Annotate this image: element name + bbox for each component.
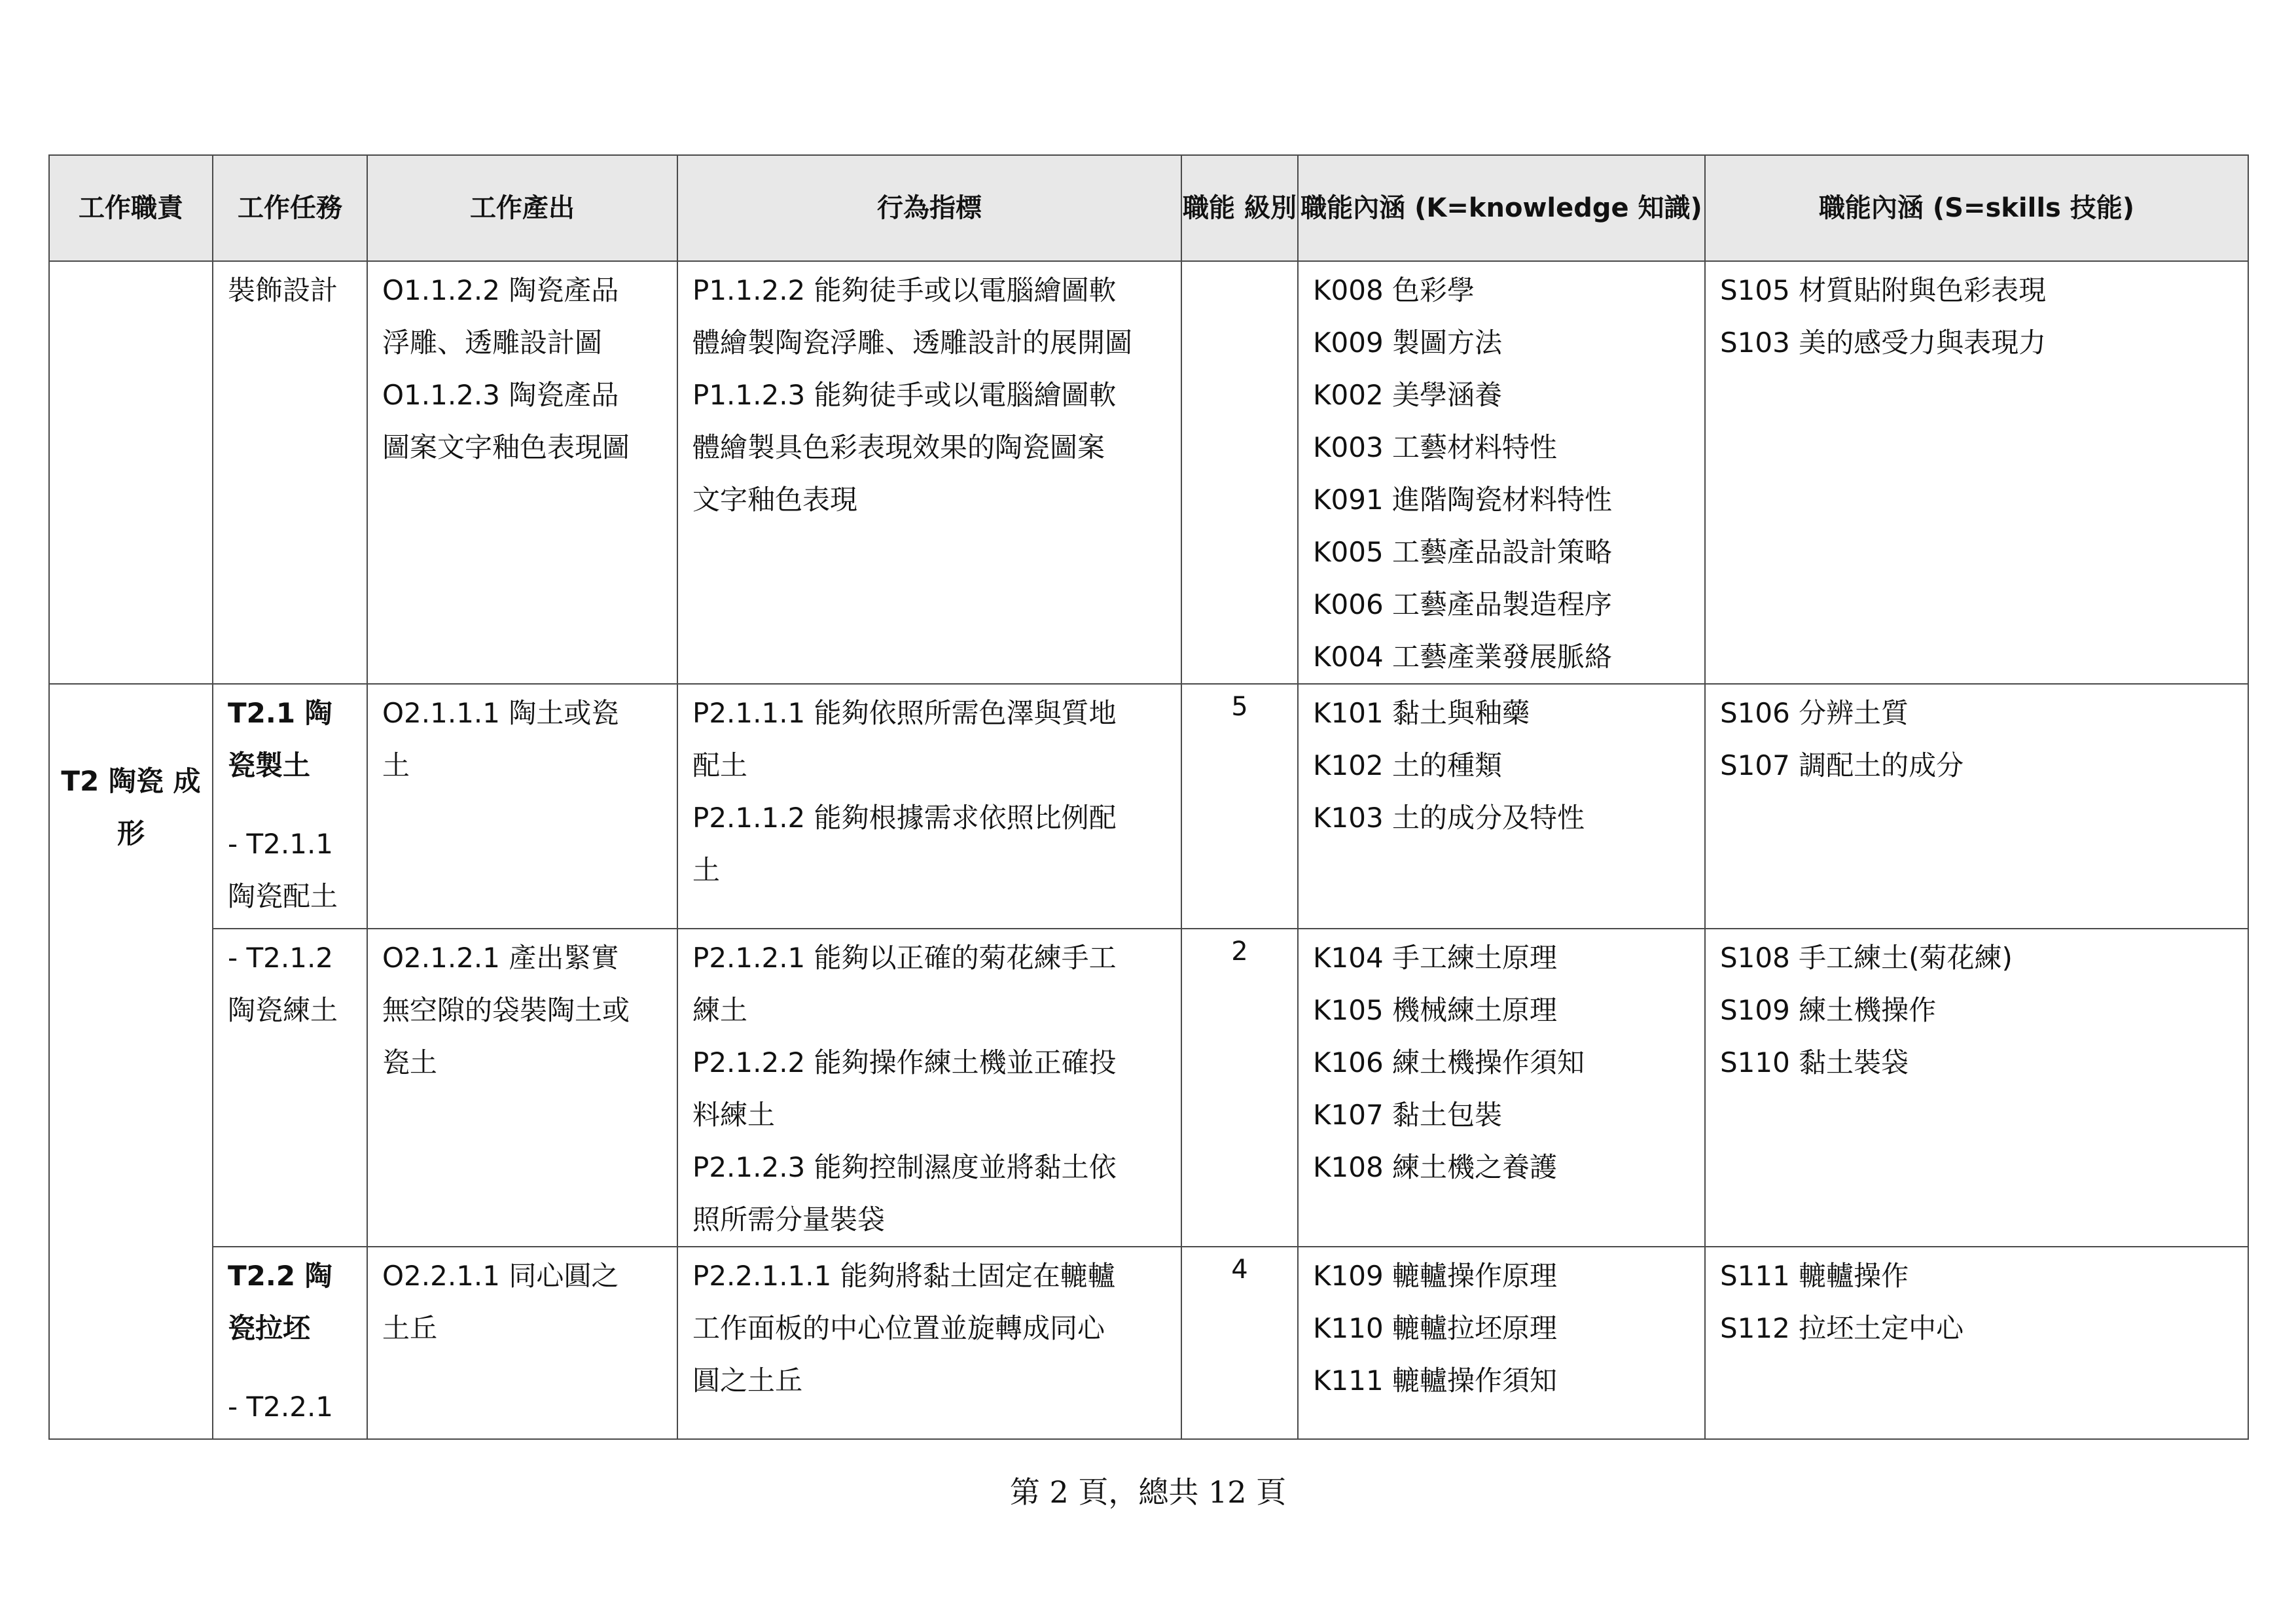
indicator-line: P2.2.1.1.1 能夠將黏土固定在轆轤 — [692, 1260, 1115, 1292]
knowledge-item: K104 手工練土原理 — [1313, 942, 1558, 974]
knowledge-item: K106 練土機操作須知 — [1313, 1046, 1585, 1079]
level-value: 2 — [1231, 936, 1248, 967]
indicator-cell — [677, 1247, 1181, 1439]
task-line: - T2.2.1 — [228, 1391, 334, 1423]
task-line: 陶瓷配土 — [228, 880, 338, 912]
skill-item: S111 轆轤操作 — [1720, 1260, 1909, 1292]
indicator-line: 照所需分量裝袋 — [692, 1204, 886, 1236]
indicator-line: 配土 — [692, 749, 748, 781]
indicator-line: P2.1.2.1 能夠以正確的菊花練手工 — [692, 942, 1117, 974]
header-knowledge-line1: 職能內涵 — [1300, 193, 1406, 223]
knowledge-item: K108 練土機之養護 — [1313, 1151, 1558, 1183]
header-level — [1181, 155, 1298, 261]
knowledge-item: K103 土的成分及特性 — [1313, 802, 1585, 834]
output-line: O1.1.2.2 陶瓷產品 — [382, 274, 619, 306]
skill-item: S108 手工練土(菊花練) — [1720, 942, 2013, 974]
knowledge-cell — [1298, 1247, 1705, 1439]
output-line: O2.1.1.1 陶土或瓷 — [382, 697, 619, 729]
skills-cell — [1705, 684, 2248, 929]
competency-table — [48, 154, 2249, 1440]
indicator-line: P2.1.1.1 能夠依照所需色澤與質地 — [692, 697, 1117, 729]
header-knowledge — [1298, 155, 1705, 261]
knowledge-cell — [1298, 261, 1705, 684]
level-cell — [1181, 684, 1298, 929]
indicator-line: 文字釉色表現 — [692, 484, 858, 516]
output-cell — [367, 261, 677, 684]
output-cell — [367, 1247, 677, 1439]
task-title-line: 瓷拉坯 — [228, 1312, 311, 1344]
knowledge-item: K107 黏土包裝 — [1313, 1099, 1503, 1131]
header-level-line2: 級別 — [1244, 193, 1297, 223]
task-cell — [213, 261, 367, 684]
output-line: 浮雕、透雕設計圖 — [382, 327, 603, 359]
output-line: 土 — [382, 749, 410, 781]
indicator-line: P2.1.2.2 能夠操作練土機並正確投 — [692, 1046, 1117, 1079]
indicator-line: 料練土 — [692, 1099, 776, 1131]
skill-item: S105 材質貼附與色彩表現 — [1720, 274, 2047, 306]
knowledge-item: K003 工藝材料特性 — [1313, 431, 1558, 463]
knowledge-item: K102 土的種類 — [1313, 749, 1503, 781]
knowledge-item: K110 轆轤拉坯原理 — [1313, 1312, 1558, 1344]
task-cell — [213, 929, 367, 1247]
task-cell — [213, 684, 367, 929]
duty-line: 成形 — [117, 765, 201, 849]
header-level-line1: 職能 — [1183, 193, 1236, 223]
page-footer: 第 2 頁，總共 12 頁 — [1009, 1474, 1287, 1510]
output-line: 無空隙的袋裝陶土或 — [382, 994, 630, 1026]
knowledge-cell — [1298, 929, 1705, 1247]
header-indicator: 行為指標 — [677, 155, 1181, 261]
duty-cell — [49, 684, 213, 1439]
indicator-cell — [677, 929, 1181, 1247]
knowledge-item: K105 機械練土原理 — [1313, 994, 1558, 1026]
task-cell — [213, 1247, 367, 1439]
task-title-line: T2.2 陶 — [228, 1260, 332, 1292]
task-line: 裝飾設計 — [228, 274, 338, 306]
header-skills-line1: 職能內涵 — [1818, 193, 1924, 223]
level-cell — [1181, 1247, 1298, 1439]
table-row — [49, 684, 2248, 929]
skill-item: S103 美的感受力與表現力 — [1720, 327, 2047, 359]
knowledge-item: K101 黏土與釉藥 — [1313, 697, 1530, 729]
indicator-line: P1.1.2.3 能夠徒手或以電腦繪圖軟 — [692, 379, 1117, 411]
header-row — [49, 155, 2248, 261]
indicator-line: 體繪製陶瓷浮雕、透雕設計的展開圖 — [692, 327, 1133, 359]
knowledge-cell — [1298, 684, 1705, 929]
knowledge-item: K009 製圖方法 — [1313, 327, 1503, 359]
duty-cell — [49, 261, 213, 684]
header-skills-line2: (S=skills 技能) — [1932, 193, 2135, 223]
output-cell — [367, 929, 677, 1247]
indicator-line: 工作面板的中心位置並旋轉成同心 — [692, 1312, 1105, 1344]
header-duty: 工作職責 — [49, 155, 213, 261]
skill-item: S106 分辨土質 — [1720, 697, 1909, 729]
task-title-line: 瓷製土 — [228, 749, 311, 781]
level-cell — [1181, 261, 1298, 684]
task-line: 陶瓷練土 — [228, 994, 338, 1026]
indicator-cell — [677, 684, 1181, 929]
knowledge-item: K005 工藝產品設計策略 — [1313, 536, 1613, 568]
indicator-line: 練土 — [692, 994, 748, 1026]
indicator-line: 圓之土丘 — [692, 1364, 803, 1397]
knowledge-item: K004 工藝產業發展脈絡 — [1313, 641, 1613, 673]
header-output: 工作產出 — [367, 155, 677, 261]
skill-item: S109 練土機操作 — [1720, 994, 1937, 1026]
knowledge-item: K109 轆轤操作原理 — [1313, 1260, 1558, 1292]
knowledge-item: K111 轆轤操作須知 — [1313, 1364, 1558, 1397]
level-value: 4 — [1231, 1255, 1248, 1285]
level-value: 5 — [1231, 692, 1248, 722]
skills-cell — [1705, 1247, 2248, 1439]
indicator-cell — [677, 261, 1181, 684]
skill-item: S107 調配土的成分 — [1720, 749, 1964, 781]
task-title-line: T2.1 陶 — [228, 697, 332, 729]
level-value — [1182, 262, 1297, 266]
header-skills — [1705, 155, 2248, 261]
level-cell — [1181, 929, 1298, 1247]
indicator-line: P1.1.2.2 能夠徒手或以電腦繪圖軟 — [692, 274, 1117, 306]
indicator-line: 土 — [692, 854, 721, 886]
output-line: 土丘 — [382, 1312, 438, 1344]
output-line: 瓷土 — [382, 1046, 438, 1079]
output-line: O2.2.1.1 同心圓之 — [382, 1260, 619, 1292]
knowledge-item: K091 進階陶瓷材料特性 — [1313, 484, 1613, 516]
indicator-line: P2.1.2.3 能夠控制濕度並將黏土依 — [692, 1151, 1117, 1183]
output-cell — [367, 684, 677, 929]
header-knowledge-line2: (K=knowledge 知識) — [1414, 193, 1702, 223]
indicator-line: 體繪製具色彩表現效果的陶瓷圖案 — [692, 431, 1105, 463]
output-line: O1.1.2.3 陶瓷產品 — [382, 379, 619, 411]
skills-cell — [1705, 261, 2248, 684]
knowledge-item: K006 工藝產品製造程序 — [1313, 588, 1613, 620]
skills-cell — [1705, 929, 2248, 1247]
skill-item: S110 黏土裝袋 — [1720, 1046, 1909, 1079]
output-line: O2.1.2.1 產出緊實 — [382, 942, 619, 974]
task-line: - T2.1.1 — [228, 828, 334, 860]
knowledge-item: K002 美學涵養 — [1313, 379, 1503, 411]
task-line: - T2.1.2 — [228, 942, 334, 974]
table-row — [49, 1247, 2248, 1439]
skill-item: S112 拉坯土定中心 — [1720, 1312, 1964, 1344]
duty-line: T2 陶瓷 — [61, 765, 164, 797]
knowledge-item: K008 色彩學 — [1313, 274, 1475, 306]
spacer — [228, 1355, 352, 1381]
spacer — [228, 792, 352, 818]
indicator-line: P2.1.1.2 能夠根據需求依照比例配 — [692, 802, 1117, 834]
table-row — [49, 929, 2248, 1247]
output-line: 圖案文字釉色表現圖 — [382, 431, 630, 463]
header-task: 工作任務 — [213, 155, 367, 261]
table-row — [49, 261, 2248, 684]
